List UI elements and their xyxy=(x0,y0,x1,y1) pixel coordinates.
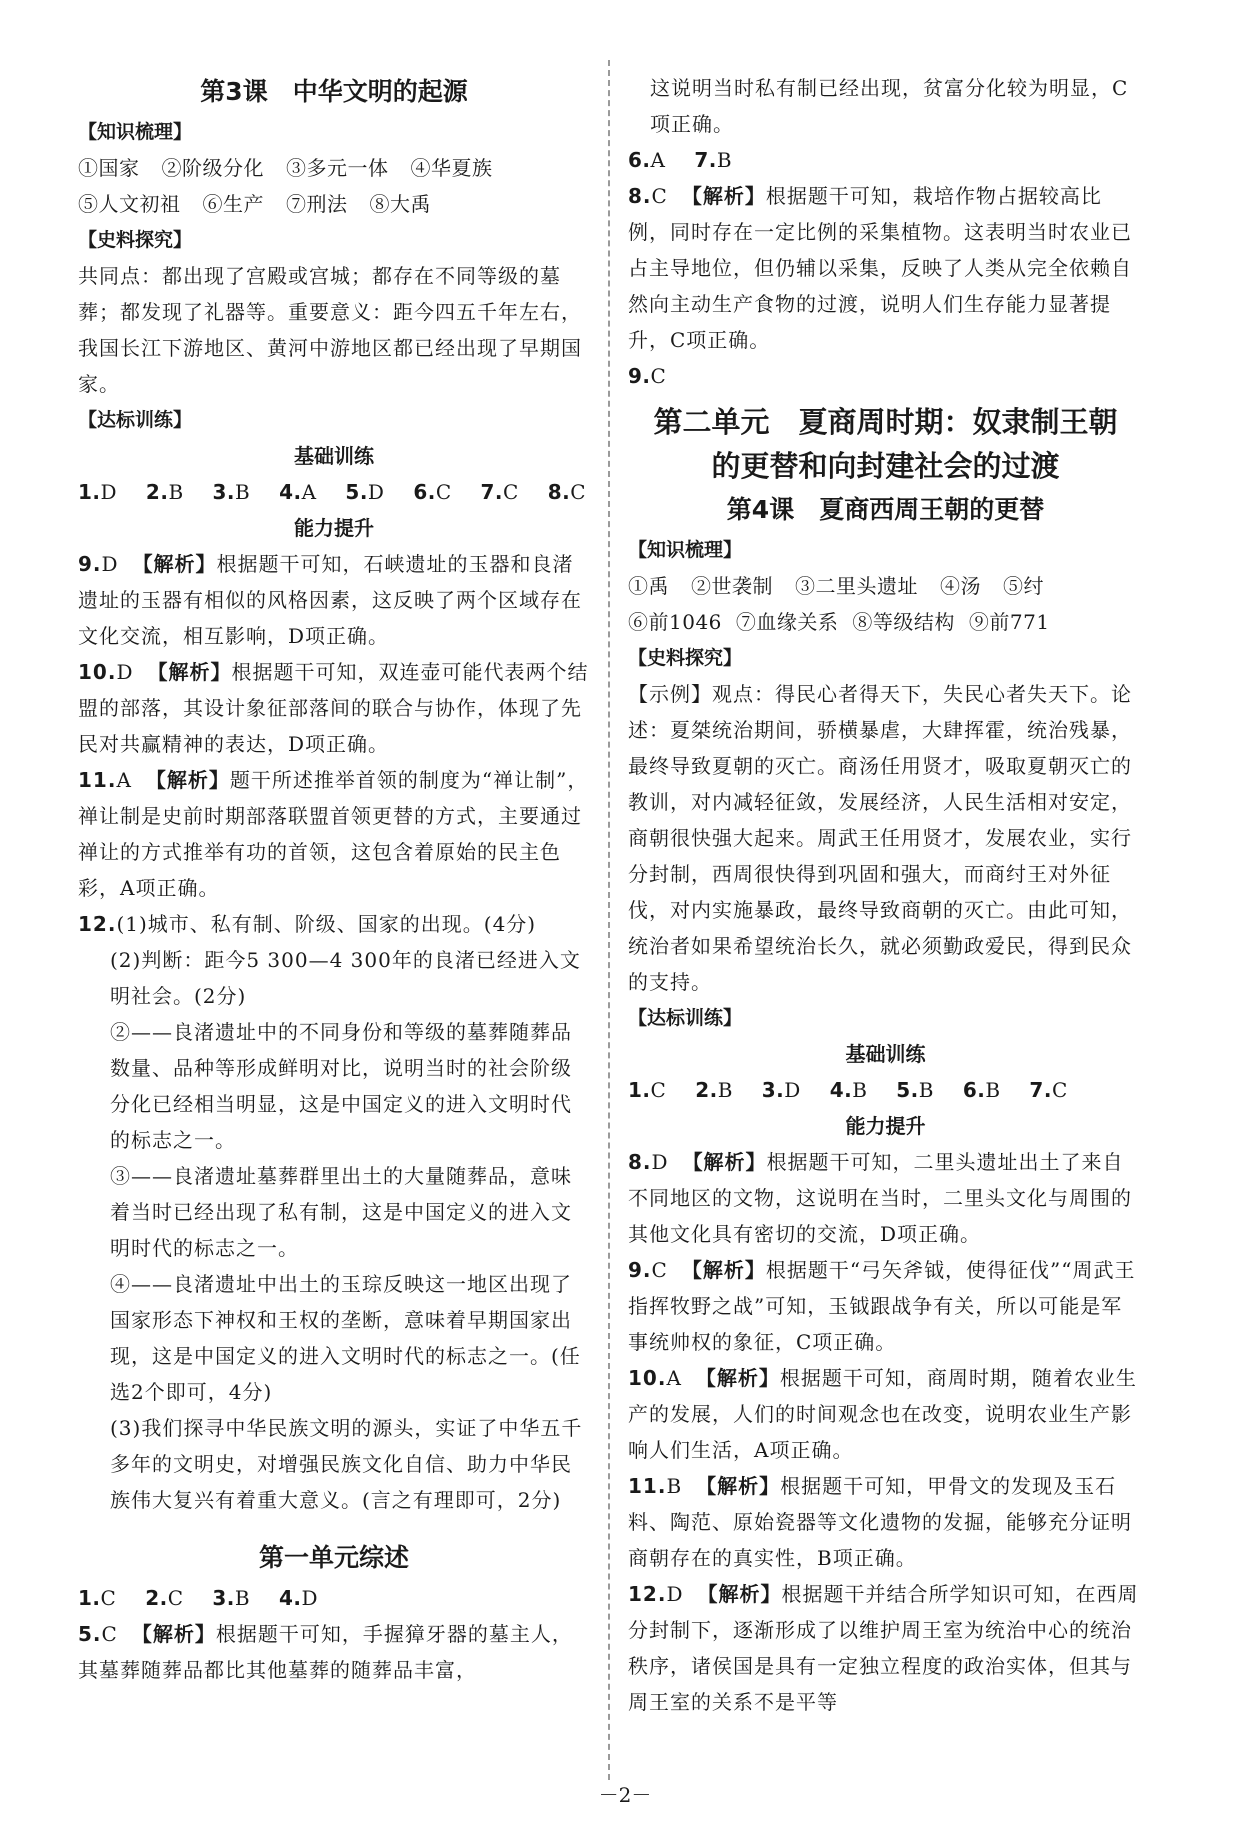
analysis-label: 【解析】 xyxy=(145,768,230,792)
summary-answers xyxy=(78,1580,590,1616)
answer: C xyxy=(570,480,587,504)
answer: C xyxy=(1051,1078,1068,1102)
knowledge-item: ④华夏族 xyxy=(410,156,493,180)
question-number: 3. xyxy=(212,1586,235,1610)
knowledge-line-1 xyxy=(628,568,1143,604)
answer: D xyxy=(651,1150,669,1174)
answer-9 xyxy=(628,358,1143,394)
question-number: 6. xyxy=(962,1078,986,1102)
tag-sources: 【史料探究】 xyxy=(628,647,743,669)
question-number: 1. xyxy=(628,1078,651,1102)
ability-title: 能力提升 xyxy=(294,516,374,540)
question-number: 3. xyxy=(761,1078,785,1102)
answer: A xyxy=(666,1366,682,1390)
answer: B xyxy=(717,1078,733,1102)
sources-answer: 共同点：都出现了宫殿或宫城；都存在不同等级的墓葬；都发现了礼器等。重要意义：距今四五千年左右，我国长江下游地区、黄河中游地区都已经出现了早期国家。 xyxy=(78,264,582,396)
lesson-3-title: 第3课 中华文明的起源 xyxy=(200,77,468,106)
question-number: 5. xyxy=(345,480,368,504)
answer: A xyxy=(116,768,132,792)
question-number: 4. xyxy=(278,1586,302,1610)
unit-1-summary-title: 第一单元综述 xyxy=(258,1543,409,1572)
knowledge-item: ⑦刑法 xyxy=(286,192,348,216)
answer: B xyxy=(666,1474,683,1498)
right-column xyxy=(628,70,1143,1720)
answer: B xyxy=(716,148,733,172)
question-number: 9. xyxy=(628,1258,652,1282)
knowledge-item: ⑥生产 xyxy=(202,192,264,216)
question-number: 8. xyxy=(628,184,652,208)
question-11b xyxy=(628,1468,1143,1576)
question-number: 10. xyxy=(78,660,117,684)
knowledge-item: ⑤纣 xyxy=(1003,574,1044,598)
sources-answer: 【示例】观点：得民心者得天下，失民心者失天下。论述：夏桀统治期间，骄横暴虐，大肆挥霍，统治残暴，最终导致夏朝的灭亡。商汤任用贤才，吸取夏朝灭亡的教训，对内减轻征敛，发展经济，人民生活相对安定，商朝很快强大起来。周武王任用贤才，发展农业，实行分封制，西周很快得到巩固和强大，而商纣王对外征伐，对内实施暴政，最终导致商朝的灭亡。由此可知，统治者如果希望统治长久，就必须勤政爱民，得到民众的支持。 xyxy=(628,682,1132,994)
knowledge-item: ②世袭制 xyxy=(691,574,773,598)
answer: C xyxy=(650,1078,667,1102)
knowledge-item: ⑧大禹 xyxy=(369,192,431,216)
question-number: 4. xyxy=(829,1078,853,1102)
question-10b xyxy=(628,1360,1143,1468)
answers-6-7 xyxy=(628,142,1143,178)
analysis-label: 【解析】 xyxy=(682,1150,767,1174)
tag-practice: 【达标训练】 xyxy=(628,1007,743,1029)
basic-training-title: 基础训练 xyxy=(845,1042,926,1066)
question-number: 2. xyxy=(145,1586,168,1610)
question-12 xyxy=(78,906,590,942)
question-number: 9. xyxy=(628,364,651,388)
analysis-label: 【解析】 xyxy=(695,1366,780,1390)
answer: B xyxy=(168,480,184,504)
answer: B xyxy=(985,1078,1001,1102)
knowledge-item: ①禹 xyxy=(628,574,669,598)
question-number: 3. xyxy=(212,480,236,504)
analysis-label: 【解析】 xyxy=(696,1474,781,1498)
continued-analysis: 这说明当时私有制已经出现，贫富分化较为明显，C项正确。 xyxy=(650,76,1129,136)
knowledge-line-1 xyxy=(78,150,590,186)
tag-knowledge: 【知识梳理】 xyxy=(628,539,743,561)
question-11 xyxy=(78,762,590,906)
column-divider xyxy=(608,60,610,1780)
answer: D xyxy=(367,480,385,504)
question-number: 12. xyxy=(628,1582,667,1606)
analysis-text: 根据题干可知，商周时期，随着农业生产的发展，人们的时间观念也在改变，说明农业生产影响人们生活，A项正确。 xyxy=(628,1366,1137,1462)
question-number: 7. xyxy=(694,148,717,172)
answer: C xyxy=(101,1622,118,1646)
basic-training-title: 基础训练 xyxy=(294,444,374,468)
question-10 xyxy=(78,654,590,762)
analysis-text: 根据题干并结合所学知识可知，在西周分封制下，逐渐形成了以维护周王室为统治中心的统治秩序，诸侯国是具有一定独立程度的政治实体，但其与周王室的关系不是平等 xyxy=(628,1582,1139,1714)
analysis-label: 【解析】 xyxy=(697,1582,782,1606)
question-number: 2. xyxy=(695,1078,718,1102)
question-number: 7. xyxy=(480,480,504,504)
question-number: 4. xyxy=(279,480,302,504)
answer: C xyxy=(435,480,452,504)
question-5 xyxy=(78,1616,590,1688)
answer-part-5: ④——良渚遗址中出土的玉琮反映这一地区出现了国家形态下神权和王权的垄断，意味着早期国家出现，这是中国定义的进入文明时代的标志之一。(任选2个即可，4分) xyxy=(110,1272,581,1404)
question-9 xyxy=(78,546,590,654)
analysis-label: 【解析】 xyxy=(681,1258,766,1282)
question-number: 5. xyxy=(896,1078,919,1102)
analysis-text: 根据题干可知，石峡遗址的玉器和良渚遗址的玉器有相似的风格因素，这反映了两个区域存在文化交流，相互影响，D项正确。 xyxy=(78,552,582,648)
answer: C xyxy=(650,364,667,388)
answer: C xyxy=(651,184,668,208)
analysis-label: 【解析】 xyxy=(147,660,232,684)
unit-2-title-line-1: 第二单元 夏商周时期：奴隶制王朝 xyxy=(653,405,1118,439)
answer: B xyxy=(852,1078,868,1102)
question-number: 8. xyxy=(547,480,571,504)
question-number: 8. xyxy=(628,1150,652,1174)
unit-2-title-line-2: 的更替和向封建社会的过渡 xyxy=(711,449,1060,483)
analysis-text: 根据题干可知，栽培作物占据较高比例，同时存在一定比例的采集植物。这表明当时农业已占主导地位，但仍辅以采集，反映了人类从完全依赖自然向主动生产食物的过渡，说明人们生存能力显著提升，C项正确。 xyxy=(628,184,1132,352)
knowledge-item: ⑥前1046 xyxy=(628,610,722,634)
analysis-text: 根据题干可知，甲骨文的发现及玉石料、陶范、原始瓷器等文化遗物的发掘，能够充分证明商朝存在的真实性，B项正确。 xyxy=(628,1474,1132,1570)
answer: D xyxy=(666,1582,684,1606)
question-number: 11. xyxy=(628,1474,667,1498)
analysis-text: 根据题干可知，二里头遗址出土了来自不同地区的文物，这说明在当时，二里头文化与周围的其他文化具有密切的交流，D项正确。 xyxy=(628,1150,1132,1246)
question-number: 11. xyxy=(78,768,117,792)
question-number: 10. xyxy=(628,1366,667,1390)
analysis-label: 【解析】 xyxy=(131,1622,216,1646)
question-8b xyxy=(628,1144,1143,1252)
answer: C xyxy=(100,1586,117,1610)
knowledge-item: ②阶级分化 xyxy=(161,156,264,180)
question-number: 5. xyxy=(78,1622,102,1646)
knowledge-item: ③二里头遗址 xyxy=(795,574,918,598)
answer: D xyxy=(101,552,119,576)
answer-part-3: ②——良渚遗址中的不同身份和等级的墓葬随葬品数量、品种等形成鲜明对比，说明当时的社会阶级分化已经相当明显，这是中国定义的进入文明时代的标志之一。 xyxy=(110,1020,572,1152)
knowledge-item: ④汤 xyxy=(940,574,981,598)
knowledge-item: ①国家 xyxy=(78,156,140,180)
knowledge-item: ⑤人文初祖 xyxy=(78,192,181,216)
answer: B xyxy=(235,480,251,504)
question-number: 1. xyxy=(78,480,101,504)
answer: C xyxy=(167,1586,184,1610)
answer: B xyxy=(234,1586,251,1610)
answer: D xyxy=(116,660,134,684)
basic-answers xyxy=(78,474,590,510)
question-number: 2. xyxy=(145,480,169,504)
answer-part-2: (2)判断：距今5 300—4 300年的良渚已经进入文明社会。(2分) xyxy=(110,948,581,1008)
tag-practice: 【达标训练】 xyxy=(78,409,193,431)
analysis-text: 根据题干可知，双连壶可能代表两个结盟的部落，其设计象征部落间的联合与协作，体现了先民对共赢精神的表达，D项正确。 xyxy=(78,660,589,756)
knowledge-line-2 xyxy=(78,186,590,222)
analysis-label: 【解析】 xyxy=(132,552,217,576)
knowledge-item: ⑧等级结构 xyxy=(852,610,955,634)
question-number: 6. xyxy=(413,480,436,504)
question-8 xyxy=(628,178,1143,358)
question-12b xyxy=(628,1576,1143,1720)
question-number: 6. xyxy=(628,148,651,172)
analysis-label: 【解析】 xyxy=(681,184,766,208)
question-number: 1. xyxy=(78,1586,101,1610)
knowledge-item: ⑨前771 xyxy=(968,610,1050,634)
ability-title: 能力提升 xyxy=(845,1114,926,1138)
basic-answers xyxy=(628,1072,1143,1108)
question-number: 12. xyxy=(78,912,117,936)
knowledge-item: ③多元一体 xyxy=(286,156,389,180)
question-number: 7. xyxy=(1029,1078,1052,1102)
answer: B xyxy=(918,1078,934,1102)
left-column xyxy=(78,70,590,1688)
answer-part-6: (3)我们探寻中华民族文明的源头，实证了中华五千多年的文明史，对增强民族文化自信、助力中华民族伟大复兴有着重大意义。(言之有理即可，2分) xyxy=(110,1416,583,1512)
question-9b xyxy=(628,1252,1143,1360)
analysis-text: 根据题干“弓矢斧钺，使得征伐”“周武王指挥牧野之战”可知，玉钺跟战争有关，所以可能是军事统帅权的象征，C项正确。 xyxy=(628,1258,1136,1354)
answer: C xyxy=(651,1258,668,1282)
answer: D xyxy=(784,1078,801,1102)
analysis-text: 题干所述推举首领的制度为“禅让制”，禅让制是史前时期部落联盟首领更替的方式，主要通过禅让的方式推举有功的首领，这包含着原始的民主色彩，A项正确。 xyxy=(78,768,589,900)
analysis-text: 根据题干可知，手握獐牙器的墓主人，其墓葬随葬品都比其他墓葬的随葬品丰富， xyxy=(78,1622,573,1682)
answer-part-4: ③——良渚遗址墓葬群里出土的大量随葬品，意味着当时已经出现了私有制，这是中国定义的进入文明时代的标志之一。 xyxy=(110,1164,572,1260)
answer: D xyxy=(100,480,118,504)
knowledge-item: ⑦血缘关系 xyxy=(735,610,839,634)
tag-sources: 【史料探究】 xyxy=(78,229,193,251)
answer: A xyxy=(650,148,666,172)
answer: A xyxy=(301,480,317,504)
answer-part-1: (1)城市、私有制、阶级、国家的出现。(4分) xyxy=(116,912,537,936)
answer: D xyxy=(301,1586,319,1610)
knowledge-line-2 xyxy=(628,604,1143,640)
page-number: －2－ xyxy=(598,1783,652,1807)
question-number: 9. xyxy=(78,552,102,576)
tag-knowledge: 【知识梳理】 xyxy=(78,121,193,143)
answer: C xyxy=(503,480,519,504)
lesson-4-title: 第4课 夏商西周王朝的更替 xyxy=(726,495,1045,524)
